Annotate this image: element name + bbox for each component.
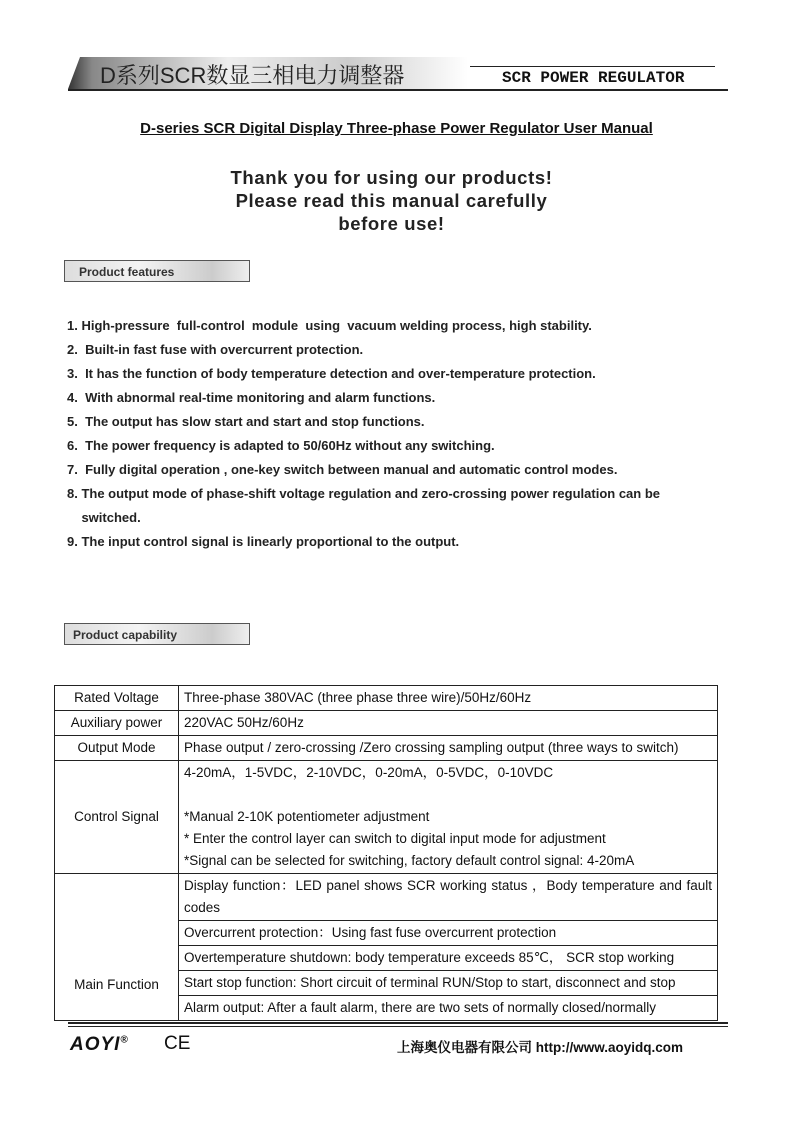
control-line: *Manual 2-10K potentiometer adjustment bbox=[184, 809, 430, 824]
control-signal-value bbox=[179, 761, 718, 874]
header-title-cn: D系列SCR数显三相电力调整器 bbox=[100, 63, 405, 88]
section-heading-capability: Product capability bbox=[64, 623, 250, 645]
main-function-item: Overtemperature shutdown: body temperature exceeds 85℃， SCR stop working bbox=[179, 946, 718, 971]
row-label: Main Function bbox=[55, 874, 179, 1021]
table-row bbox=[55, 874, 718, 921]
table-row bbox=[55, 686, 718, 711]
feature-item: 4. With abnormal real-time monitoring and alarm functions. bbox=[67, 390, 436, 405]
logo-text: AOYI bbox=[70, 1034, 121, 1055]
control-line: *Signal can be selected for switching, factory default control signal: 4-20mA bbox=[184, 853, 635, 868]
footer-divider bbox=[68, 1022, 728, 1024]
row-value: Three-phase 380VAC (three phase three wire)/50Hz/60Hz bbox=[179, 686, 718, 711]
table-row bbox=[55, 711, 718, 736]
feature-item: 2. Built-in fast fuse with overcurrent protection. bbox=[67, 342, 364, 357]
control-line: * Enter the control layer can switch to digital input mode for adjustment bbox=[184, 831, 606, 846]
thanks-line: Thank you for using our products! bbox=[230, 167, 553, 188]
control-blank bbox=[184, 784, 712, 806]
ce-mark: CE bbox=[164, 1033, 191, 1054]
thanks-line: before use! bbox=[338, 213, 445, 234]
table-row bbox=[55, 761, 718, 874]
aoyi-logo bbox=[70, 1034, 129, 1056]
feature-item: switched. bbox=[67, 510, 141, 525]
header-divider bbox=[68, 89, 728, 91]
row-label: Control Signal bbox=[55, 761, 179, 874]
feature-item: 3. It has the function of body temperature detection and over-temperature protection. bbox=[67, 366, 596, 381]
thank-you-message bbox=[0, 166, 783, 235]
features-list bbox=[67, 316, 727, 556]
feature-item: 6. The power frequency is adapted to 50/60Hz without any switching. bbox=[67, 438, 495, 453]
row-value: Phase output / zero-crossing /Zero crossing sampling output (three ways to switch) bbox=[179, 736, 718, 761]
registered-mark: ® bbox=[120, 1034, 129, 1046]
header-en-box bbox=[470, 66, 715, 90]
document-title: D-series SCR Digital Display Three-phase Power Regulator User Manual bbox=[140, 120, 653, 137]
main-function-item: Overcurrent protection：Using fast fuse overcurrent protection bbox=[179, 921, 718, 946]
main-function-item: Display function：LED panel shows SCR working status ，Body temperature and fault codes bbox=[179, 874, 718, 921]
thanks-line: Please read this manual carefully bbox=[235, 190, 548, 211]
main-function-item: Start stop function: Short circuit of terminal RUN/Stop to start, disconnect and stop bbox=[179, 971, 718, 996]
footer-divider bbox=[68, 1026, 728, 1027]
feature-item: 5. The output has slow start and start and stop functions. bbox=[67, 414, 425, 429]
feature-item: 7. Fully digital operation , one-key switch between manual and automatic control modes. bbox=[67, 462, 618, 477]
feature-item: 8. The output mode of phase-shift voltage regulation and zero-crossing power regulation can be bbox=[67, 486, 661, 501]
main-function-item: Alarm output: After a fault alarm, there are two sets of normally closed/normally bbox=[179, 996, 718, 1021]
row-label: Rated Voltage bbox=[55, 686, 179, 711]
row-value: 220VAC 50Hz/60Hz bbox=[179, 711, 718, 736]
feature-item: 1. High-pressure full-control module using vacuum welding process, high stability. bbox=[67, 318, 592, 333]
table-row bbox=[55, 736, 718, 761]
control-line: 4-20mA，1-5VDC，2-10VDC，0-20mA，0-5VDC，0-10VDC bbox=[184, 765, 554, 780]
header-title-en: SCR POWER REGULATOR bbox=[502, 69, 685, 87]
row-label: Auxiliary power bbox=[55, 711, 179, 736]
company-info: 上海奥仪电器有限公司 http://www.aoyidq.com bbox=[397, 1040, 683, 1055]
feature-item: 9. The input control signal is linearly proportional to the output. bbox=[67, 534, 460, 549]
capability-table bbox=[54, 685, 718, 1021]
row-label: Output Mode bbox=[55, 736, 179, 761]
section-heading-features: Product features bbox=[64, 260, 250, 282]
